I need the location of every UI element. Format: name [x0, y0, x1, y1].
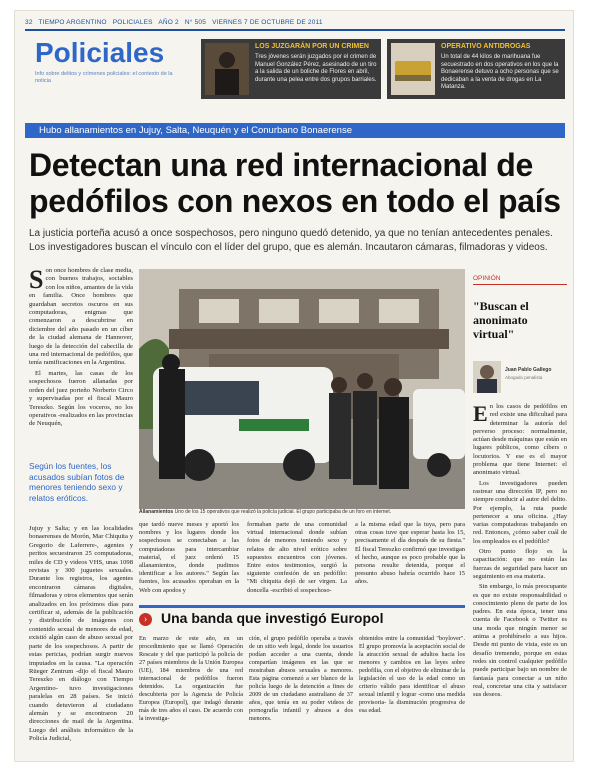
opinion-paragraph: Otro punto flojo es la capacitación: que no están las fuerzas de seguridad para hacer un seguimiento en esa materia. — [473, 548, 567, 580]
promo-drugs[interactable] — [387, 39, 565, 99]
author-photo — [473, 361, 501, 393]
sidebar-story-column-3: obtenidos entre la comunidad "boylover". El grupo promovía la aceptación social de la atracción sexual de adultos hacia los menores y cambios en las leyes sobre pedofilia, con el objetivo de eliminar de la legislación el uso de la edad como un criterio válido para identificar el abuso sexual infantil y lograr -como una medida provisoria- la disminución progresiva de esa edad. — [359, 635, 465, 714]
article-paragraph: El martes, las casas de los sospechosos fueron allanadas por orden del juez porteño Norberto Circo y supervisadas por el fiscal Mauro Tereszko. Según los voceros, no los operativos -realizados en las provincias de Neuquén, — [29, 369, 133, 428]
promo-drugs-title: OPERATIVO ANTIDROGAS — [441, 43, 531, 50]
promo-crime-title: LOS JUZGARÁN POR UN CRIMEN — [255, 43, 369, 50]
article-photo — [139, 269, 465, 509]
dropcap: S — [29, 267, 44, 294]
article-column-1b: Jujuy y Salta; y en las localidades bonaerenses de Morón, Mar Chiquita y Gregorio de Laferrere-, agentes y peritos secuestraron 25 computadoras, miles de CD y videos VHS, unas 1098 revistas y 300 juguetes sexuales. Durante los registros, los agentes encontraron cámaras digitales, filmadoras y otros elementos que serán analizados en los próximos días para certificar si, además de la publicación y distribución de imágenes con contenido sexual de menores de edad, existió algún caso de abuso sexual por parte de los sospechosos. A partir de estas pericias, podrían surgir nuevos imputados en la causa. "La operación Rüeger Zentrum -dijo el fiscal Mauro Tereszko en diálogo con Tiempo Argentino- tuvo investigaciones paralelas en 28 países. Se inició cuando detuvieron al ciudadano alemán y se encontraron 20 direcciones de mail de la Argentina. Luego del análisis informático de la Policía Judicial, — [29, 525, 133, 743]
promo-drugs-text: Un total de 44 kilos de marihuana fue secuestrado en dos operativos en los que la Bonaerense detuvo a ocho personas que se dedicaban a la venta de drogas en La Matanza. — [441, 54, 559, 90]
masthead — [25, 19, 565, 31]
article-column-3: formaban parte de una comunidad virtual internacional donde subían fotos de menores teniendo sexo y relatos de alto nivel erótico sobre supuestos encuentros con jóvenes. Entre estos testimonios, surgió la siguiente confesión de un pedófilo: "Mi chiquita dejó de ser virgen. La doncella -escribió el sospechoso- — [247, 521, 347, 594]
section-name: POLICIALES — [112, 19, 153, 26]
page-number: 32 — [25, 19, 33, 26]
sidebar-story-header — [139, 605, 465, 629]
date-label: VIERNES 7 DE OCTUBRE DE 2011 — [212, 19, 323, 26]
newspaper-page — [14, 10, 574, 762]
article-column-1 — [29, 267, 133, 457]
year-label: AÑO 2 — [158, 19, 179, 26]
lead-paragraph: La justicia porteña acusó a once sospechosos, pero ninguno quedó detenido, ya que no tenían antecedentes penales. Los investigadores buscan el vínculo con el líder del grupo, que es alemán. Incautaron cámaras, filmadoras y videos. — [29, 228, 553, 253]
subhead-bar: Hubo allanamientos en Jujuy, Salta, Neuquén y el Conurbano Bonaerense — [25, 123, 565, 138]
opinion-author — [473, 359, 567, 395]
sidebar-story-title: Una banda que investigó Europol — [161, 610, 384, 626]
opinion-paragraph: n los casos de pedófilos en red existe una dificultad para determinar la autoría del perverso proceso: normalmente, actúan desde máquinas que están en lugares públicos, como cíbers o locutorios. Y ese es el mayor problema que tiene Internet: el anonimato virtual. — [473, 403, 567, 477]
promo-drugs-thumbnail — [391, 43, 435, 95]
sidebar-story-column-1: En marzo de este año, en un procedimiento que se llamó Operación Rescate y del que participó la policía de 27 países miembros de la Unión Europea (UE), 184 miembros de una red internacional de pedófilos fueron detenidos. La organización fue descubierta por la Agencia de Policía Europea (Europol), que indagó durante más de tres años el caso. De acuerdo con la investiga- — [139, 635, 243, 722]
photo-caption-label: Allanamientos — [139, 509, 174, 515]
opinion-paragraph: Sin embargo, lo más preocupante es que no existe responsabilidad o conocimiento pleno de parte de los padres. En esta época, tener una cuenta de Facebook o Twitter es una moda que ningún menor se anima a prohibírselo a sus hijos. Desde mi punto de vista, este es un desafío tremendo, porque en estas redes sin control cualquier pedófilo puede participar bajo un nombre de fantasía para conectar a un niño real, concretar una cita y satisfacer sus deseos. — [473, 583, 567, 699]
author-name: Juan Pablo Gallego — [505, 367, 552, 373]
article-column-4: a la misma edad que la tuya, pero para otras cosas tuve que esperar hasta los 15, precisamente el día después de su fiesta." El fiscal Tereszko confirmó que investigan el hecho, aunque es poco probable que la persona resulte detenida, porque el presunto abuso habría ocurrido hace 15 años. — [355, 521, 465, 586]
chevron-right-icon: › — [139, 613, 152, 626]
photo-caption-text: Uno de los 15 operativos que realizó la policía judicial. El grupo participaba de un foro en internet. — [174, 509, 392, 515]
opinion-title: "Buscan el anonimato virtual" — [473, 299, 529, 341]
section-title: Policiales — [35, 37, 165, 68]
opinion-text — [473, 403, 567, 757]
article-paragraph: on once hombres de clase media, con buenos trabajos, sociables con los niños, amantes de la vida en familia. Once hombres que guardaban secretos oscuros en sus computadoras, enigmas que comenzaron a descubrirse en diciembre del año pasado en un cíber de la ciudad alemana de Hannover, luego de la detección del cabecilla de una red internacional de pedófilos, que tenía ramificaciones en la Argentina. — [29, 267, 133, 367]
headline: Detectan una red internacional de pedófilos con nexos en todo el país — [29, 147, 561, 219]
issue-label: N° 505 — [184, 19, 207, 26]
sidebar-story-column-2: ción, el grupo pedófilo operaba a través de un sitio web legal, donde los usuarios podían acceder a una cuenta, donde compartían imágenes en las que se mostraban abusos sexuales a menores. Esta página comenzó a ser blanco de la policía luego de la detención a fines de 2009 de un ciudadano australiano de 37 años, que tenía en su poder videos de pornografía infantil y abusos a dos menores. — [249, 635, 353, 722]
section-subtitle: Info sobre delitos y crímenes policiales: el contexto de la noticia — [35, 71, 173, 84]
promo-crime[interactable] — [201, 39, 381, 99]
photo-caption — [139, 509, 465, 516]
article-column-2: que tardó nueve meses y aportó los nombres y los lugares donde los sospechosos se conectaban a las computadoras para intercambiar material, el juez ordenó 15 allanamientos, donde pudimos identificar a los autores." Según las fuentes, los acusados operaban en la Web con apodos y — [139, 521, 239, 594]
opinion-paragraph: Los investigadores pueden rastrear una dirección IP, pero no siempre conducir al autor del delito. Por ejemplo, la ruta puede pertenecer a una oficina. ¿Hay varias computadoras trabajando en red. Entonces, ¿cómo saber cuál de los empleados es el pedófilo? — [473, 479, 567, 545]
opinion-tag: OPINIÓN — [473, 275, 567, 285]
opinion-dropcap: E — [473, 403, 488, 426]
promo-crime-text: Tres jóvenes serán juzgados por el crimen de Manuel González Pérez, asesinado de un tiro a la salida de un boliche de Flores en abril, durante una pelea entre dos grupos barriales. — [255, 54, 377, 83]
opinion-header — [473, 275, 567, 341]
author-role: Abogado penalista — [505, 375, 543, 380]
pull-quote: Según los fuentes, los acusados subían fotos de menores teniendo sexo y relatos eróticos. — [29, 461, 125, 503]
paper-name: TIEMPO ARGENTINO — [38, 19, 107, 26]
promo-crime-thumbnail — [205, 43, 249, 95]
